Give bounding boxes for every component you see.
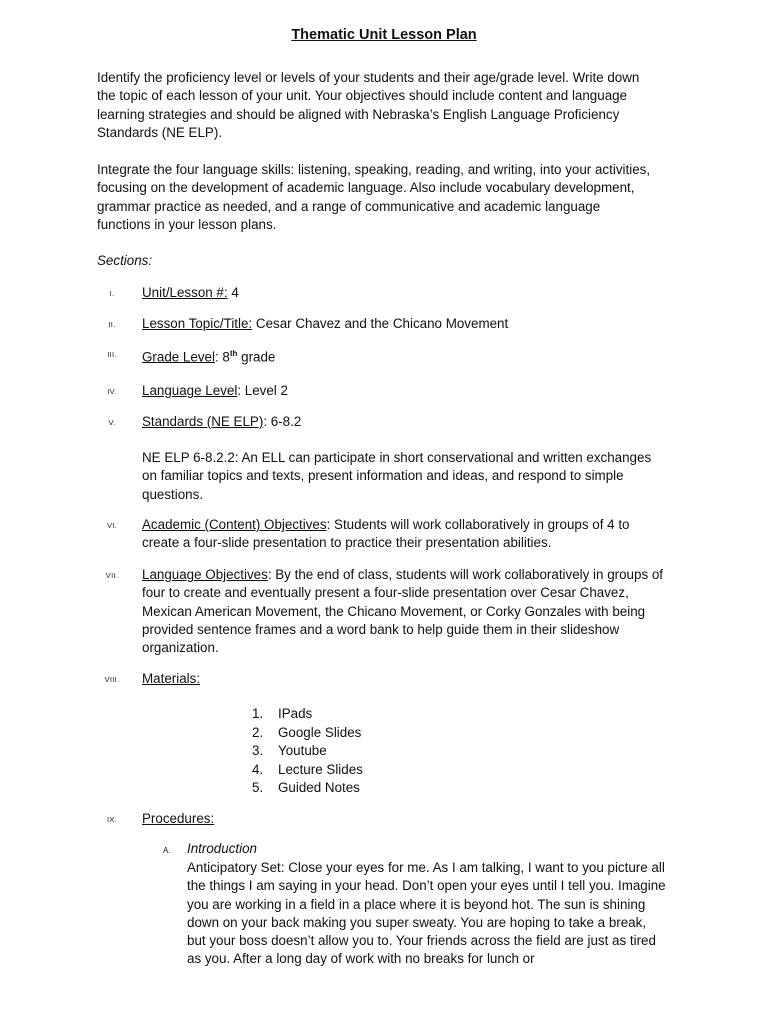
ordinal-suffix: th xyxy=(229,349,238,358)
document-title: Thematic Unit Lesson Plan xyxy=(291,27,477,43)
materials-list xyxy=(252,705,363,798)
section-label: Procedures: xyxy=(142,811,215,826)
procedure-letter: A. xyxy=(163,846,171,855)
section-language-objectives xyxy=(142,566,667,657)
list-item: 5. Guided Notes xyxy=(252,780,360,796)
standard-detail: NE ELP 6-8.2.2: An ELL can participate in short conservational and written exchanges on familiar topics and texts, present information and ideas, and respond to simple questions. xyxy=(142,450,652,502)
section-value: : Students will work collaboratively in groups of 4 to create a four-slide presentation to practice their presentation abilities. xyxy=(142,517,630,551)
section-grade-level xyxy=(142,345,667,367)
section-value: : By the end of class, students will work collaboratively in groups of four to create and eventually present a four-slide presentation over Cesar Chavez, Mexican American Movement, the Chicano Movement, or Corky Gonzales with being provided sentence frames and a word bank to help guide them in their slideshow organization. xyxy=(142,567,664,656)
section-label: Materials: xyxy=(142,671,201,686)
list-item: 4. Lecture Slides xyxy=(252,761,363,777)
section-numeral: VIII. xyxy=(104,675,120,684)
section-standards xyxy=(142,413,667,431)
section-label: Language Objectives xyxy=(142,567,268,582)
section-value-suffix: grade xyxy=(237,349,276,365)
section-materials xyxy=(142,670,667,688)
list-item: 3. Youtube xyxy=(252,743,327,759)
section-label: Language Level xyxy=(142,383,238,398)
section-numeral: VI. xyxy=(106,521,118,530)
section-lesson-topic xyxy=(142,315,667,333)
section-numeral: II. xyxy=(108,320,116,329)
section-procedures xyxy=(142,810,667,828)
section-numeral: IX. xyxy=(106,815,118,824)
intro-paragraph-2: Integrate the four language skills: listening, speaking, reading, and writing, into your activities, focusing on the development of academic language. Also include vocabulary development, grammar practice as needed, and a range of communicative and academic language functions in your lesson plans. xyxy=(97,162,651,232)
section-label: Standards (NE ELP) xyxy=(142,414,264,429)
procedure-body: Anticipatory Set: Close your eyes for me. As I am talking, I want to you picture all the things I am saying in your head. Don’t open your eyes until I tell you. Imagine you are working in a field in a place where it is beyond hot. The sun is shining down on your back making you super sweaty. You are hoping to take a break, but your boss doesn’t allow you to. Your friends across the field are just as tired as you. After a long day of work with no breaks for lunch or xyxy=(187,860,666,967)
section-value: : 6-8.2 xyxy=(263,414,302,429)
list-item: 2. Google Slides xyxy=(252,724,362,740)
list-item: 1. IPads xyxy=(252,706,313,721)
section-numeral: IV. xyxy=(107,387,117,396)
section-value: Cesar Chavez and the Chicano Movement xyxy=(252,316,509,331)
section-label: Unit/Lesson #: xyxy=(142,285,228,300)
section-language-level xyxy=(142,382,667,400)
section-label: Academic (Content) Objectives xyxy=(142,517,327,532)
section-value: : Level 2 xyxy=(237,383,288,398)
intro-paragraph-1: Identify the proficiency level or levels of your students and their age/grade level. Write down the topic of each lesson of your unit. Your objectives should include content and language learning strategies and should be aligned with Nebraska’s English Language Proficiency Standards (NE ELP). xyxy=(97,70,640,140)
section-numeral: VII. xyxy=(105,571,119,580)
procedure-heading: Introduction xyxy=(187,841,257,856)
section-academic-objectives xyxy=(142,516,667,553)
section-label: Grade Level xyxy=(142,349,215,365)
section-unit-lesson xyxy=(142,284,667,302)
section-value: 4 xyxy=(227,285,239,300)
section-numeral: I. xyxy=(109,289,115,298)
sections-label: Sections: xyxy=(97,253,153,268)
section-value: : 8 xyxy=(214,349,230,365)
section-numeral: III. xyxy=(107,350,117,359)
section-label: Lesson Topic/Title: xyxy=(142,316,253,331)
section-numeral: V. xyxy=(108,418,116,427)
